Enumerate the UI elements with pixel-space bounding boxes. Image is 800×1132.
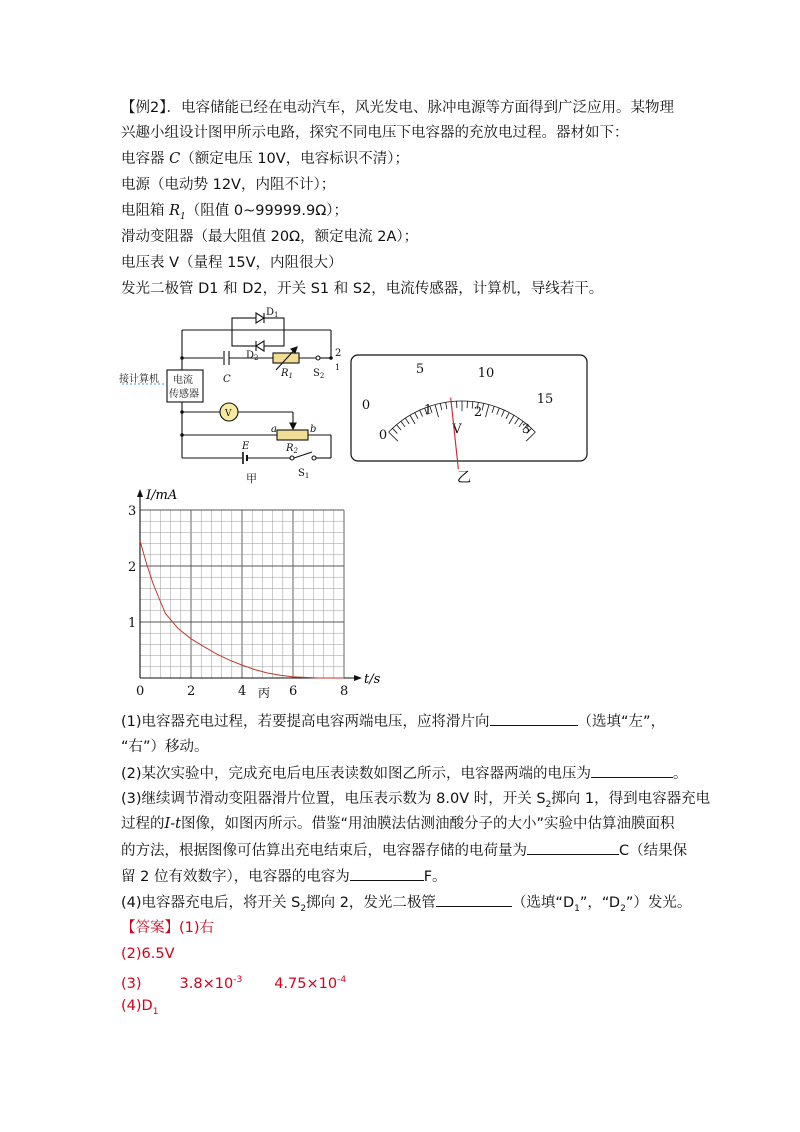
y-tick-label: 3 (128, 504, 137, 519)
answer-line-1: 【答案】(1)右 (121, 920, 215, 936)
scale-top-5: 5 (415, 362, 425, 377)
answer-label: 【答案】 (121, 920, 179, 936)
label-C: C (223, 374, 231, 385)
sensor-label-2: 传感器 (169, 389, 199, 400)
material-capacitor: 电容器 C（额定电压 10V，电容标识不清）； (121, 151, 409, 167)
label-pos1: 1 (335, 363, 341, 372)
label-R2: $R_2$ (286, 443, 298, 455)
x-tick-label: 4 (238, 684, 247, 699)
answer-blank-3b[interactable] (350, 866, 424, 881)
answer-blank-2[interactable] (591, 763, 673, 778)
voltmeter-symbol: V (225, 409, 232, 419)
material-diodes: 发光二极管 D1 和 D2，开关 S1 和 S2，电流传感器，计算机，导线若干。 (121, 281, 604, 297)
question-2: (2)某次实验中，完成充电后电压表读数如图乙所示，电容器两端的电压为 。 (121, 763, 688, 784)
x-tick-label: 8 (340, 684, 349, 699)
material-rheostat: 滑动变阻器（最大阻值 20Ω，额定电流 2A）； (121, 229, 419, 245)
chart-grid (140, 510, 344, 678)
label-R1: $R_1$ (281, 368, 293, 380)
label-D2: $D_2$ (246, 350, 259, 362)
question-3-line-1: (3)继续调节滑动变阻器滑片位置，电压表示数为 8.0V 时，开关 $S_2$掷向 1，得到电容器充电 (121, 791, 711, 810)
y-tick-label: 1 (128, 616, 137, 631)
scale-bottom-0: 0 (378, 428, 388, 443)
label-b: b (310, 424, 317, 435)
chart-title: 丙 (258, 686, 271, 700)
intro-line-1: 【例2】．电容储能已经在电动汽车，风光发电、脉冲电源等方面得到广泛应用。某物理 (121, 100, 674, 116)
x-axis-arrow (354, 675, 362, 681)
chart-xlabel: t/s (364, 672, 381, 687)
label-S1: $S_1$ (298, 468, 310, 480)
material-resistor-box: 电阻箱 $R_1$（阻值 0~99999.9Ω）； (121, 203, 349, 222)
label-pos2: 2 (335, 348, 342, 359)
y-tick-label: 2 (128, 560, 137, 575)
question-1-line-1: (1)电容器充电过程，若要提高电容两端电压，应将滑片向 （选填“左”， (121, 711, 665, 732)
scale-top-0: 0 (361, 398, 371, 413)
scale-bottom-2: 2 (473, 405, 483, 420)
voltmeter-dial (350, 353, 590, 489)
label-a: a (271, 424, 277, 435)
material-voltmeter: 电压表 V（量程 15V，内阻很大） (121, 255, 343, 271)
x-tick-label: 6 (289, 684, 298, 699)
sensor-label-1: 电流 (173, 375, 193, 386)
scale-bottom-3: 3 (521, 422, 531, 437)
question-3-line-2: 过程的I-t图像，如图丙所示。借鉴“用油膜法估测油酸分子的大小”实验中估算油膜面积 (121, 816, 675, 832)
scale-top-15: 15 (536, 392, 554, 407)
label-S2: $S_2$ (313, 368, 325, 380)
label-E: E (242, 441, 250, 452)
question-1-line-2: “右”）移动。 (121, 739, 209, 755)
caption-jia: 甲 (246, 472, 257, 485)
answer-blank-4[interactable] (436, 892, 512, 907)
y-axis-arrow (137, 489, 143, 497)
x-tick-label: 2 (187, 684, 196, 699)
question-4: (4)电容器充电后，将开关 $S_2$掷向 2，发光二极管 （选填“$D_1$”，“$D_2$”）发光。 (121, 892, 691, 919)
x-tick-label: 0 (136, 684, 145, 699)
answer-blank-1[interactable] (490, 711, 578, 726)
intro-line-2: 兴趣小组设计图甲所示电路，探究不同电压下电容器的充放电过程。器材如下： (121, 125, 629, 141)
example-label: 【例2】 (121, 100, 167, 116)
caption-yi: 乙 (457, 470, 471, 486)
question-3-line-4: 留 2 位有效数字），电容器的电容为 F。 (121, 866, 447, 887)
chart-ylabel: I/mA (146, 488, 178, 503)
answer-line-4: $(4)D_1$ (121, 998, 159, 1017)
answer-line-3: (3) $3.8\times 10^{-3}$ $4.75\times 10^{-4}$ (121, 975, 347, 992)
material-source: 电源（电动势 12V，内阻不计）； (121, 177, 336, 193)
dial-unit: V (452, 422, 462, 437)
circuit-diagram (116, 300, 352, 490)
answer-blank-3a[interactable] (527, 840, 619, 855)
label-D1: $D_1$ (266, 307, 279, 319)
it-chart (118, 488, 388, 703)
computer-label: 接计算机 (119, 374, 159, 385)
question-3-line-3: 的方法，根据图像可估算出充电结束后，电容器存储的电荷量为 C（结果保 (121, 840, 687, 861)
scale-top-10: 10 (477, 366, 495, 381)
scale-bottom-1: 1 (423, 403, 433, 418)
answer-line-2: (2)6.5V (121, 946, 175, 962)
